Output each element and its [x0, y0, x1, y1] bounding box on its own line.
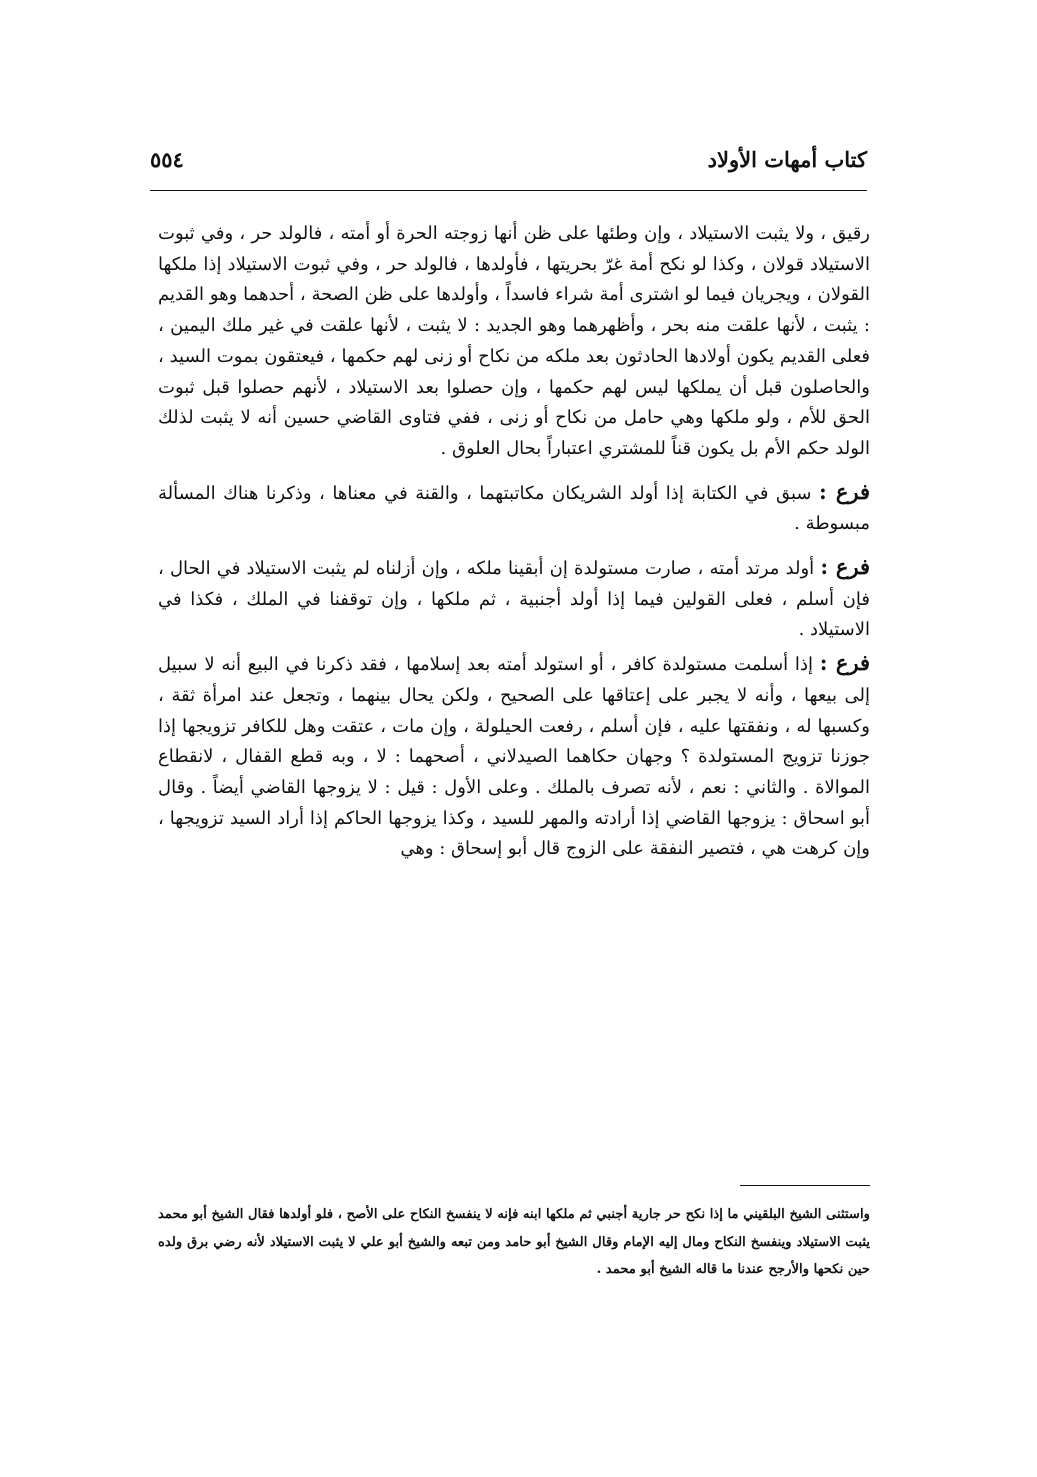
far-section-2 [158, 552, 870, 646]
far-label: فرع : [820, 554, 870, 580]
far-section-3 [158, 648, 870, 865]
far-text: إذا أسلمت مستولدة كافر ، أو استولد أمته بعد إسلامها ، فقد ذكرنا في البيع أنه لا سبيل إلى بيعها ، وأنه لا يجبر على إعتاقها على الصحيح ، ولكن يحال بينهما ، وتجعل عند امرأة ثقة ، وكسبها له ، ونفقتها عليه ، فإن أسلم ، رفعت الحيلولة ، وإن مات ، عتقت وهل للكافر تزويجها إذا جوزنا تزويج المستولدة ؟ وجهان حكاهما الصيدلاني ، أصحهما : لا ، وبه قطع القفال ، لانقطاع الموالاة . والثاني : نعم ، لأنه تصرف بالملك . وعلى الأول : قيل : لا يزوجها القاضي أيضاً . وقال أبو اسحاق : يزوجها القاضي إذا أرادته والمهر للسيد ، وكذا يزوجها الحاكم إذا أراد السيد تزويجها ، وإن كرهت هي ، فتصير النفقة على الزوج قال أبو إسحاق : وهي [158, 654, 870, 860]
paragraph-1: رقيق ، ولا يثبت الاستيلاد ، وإن وطئها على ظن أنها زوجته الحرة أو أمته ، فالولد حر ، وفي ثبوت الاستيلاد قولان ، وكذا لو نكح أمة غرّ بحريتها ، فأولدها ، فالولد حر ، وفي ثبوت الاستيلاد إذا ملكها القولان ، ويجريان فيما لو اشترى أمة شراء فاسداً ، وأولدها على ظن الصحة ، أحدهما وهو القديم : يثبت ، لأنها علقت منه بحر ، وأظهرهما وهو الجديد : لا يثبت ، لأنها علقت في غير ملك اليمين ، فعلى القديم يكون أولادها الحادثون بعد ملكه من نكاح أو زنى لهم حكمها ، فيعتقون بموت السيد ، والحاصلون قبل أن يملكها ليس لهم حكمها ، وإن حصلوا بعد الاستيلاد ، لأنهم حصلوا قبل ثبوت الحق للأم ، ولو ملكها وهي حامل من نكاح أو زنى ، ففي فتاوى القاضي حسين أنه لا يثبت لذلك الولد حكم الأم بل يكون قناً للمشتري اعتباراً بحال العلوق . [158, 223, 871, 459]
far-label: فرع : [819, 478, 871, 504]
main-text [158, 219, 870, 865]
page-number: ٥٥٤ [150, 147, 184, 172]
footnote-rule [740, 1185, 870, 1186]
footnote-text: واستثنى الشيخ البلقيني ما إذا نكح حر جارية أجنبي ثم ملكها ابنه فإنه لا ينفسخ النكاح على الأصح ، فلو أولدها فقال الشيخ أبو محمد يثبت الاستيلاد وينفسخ النكاح ومال إليه الإمام وقال الشيخ أبو حامد ومن تبعه والشيخ أبو علي لا يثبت الاستيلاد لأنه رضي برق ولده حين نكحها والأرجح عندنا ما قاله الشيخ أبو محمد . [158, 1207, 870, 1277]
far-label: فرع : [819, 650, 870, 676]
far-text: سبق في الكتابة إذا أولد الشريكان مكاتبتهما ، والقنة في معناها ، وذكرنا هناك المسألة مبسوطة . [158, 482, 870, 535]
header-rule [150, 190, 867, 191]
far-section-1 [158, 477, 870, 540]
footnote [158, 1201, 870, 1284]
page-header [150, 141, 867, 181]
running-title: كتاب أمهات الأولاد [707, 147, 867, 172]
far-text: أولد مرتد أمته ، صارت مستولدة إن أبقينا ملكه ، وإن أزلناه لم يثبت الاستيلاد في الحال ، فإن أسلم ، فعلى القولين فيما إذا أولد أجنبية ، ثم ملكها ، وإن توقفنا في الملك ، فكذا في الاستيلاد . [158, 558, 870, 641]
